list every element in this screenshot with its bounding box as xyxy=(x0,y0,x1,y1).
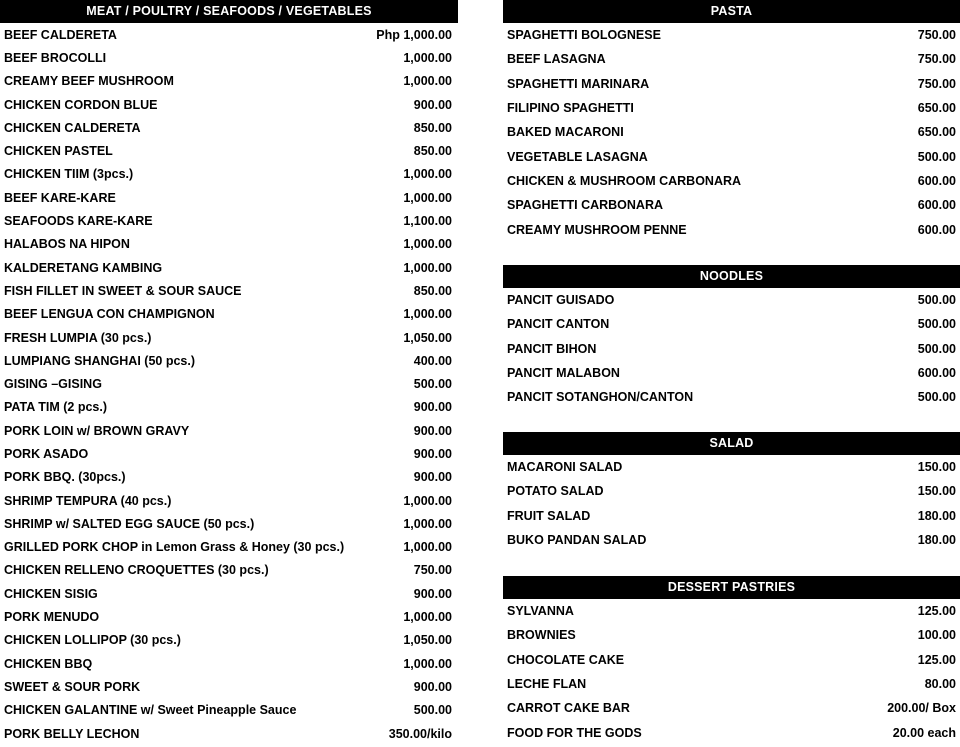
item-price: 500.00 xyxy=(917,293,956,308)
item-name: PATA TIM (2 pcs.) xyxy=(4,400,108,415)
item-name: BUKO PANDAN SALAD xyxy=(507,533,647,548)
item-name: PANCIT BIHON xyxy=(507,341,597,356)
menu-item xyxy=(503,193,960,217)
item-name: CHICKEN GALANTINE w/ Sweet Pineapple Sauce xyxy=(4,703,297,718)
salad-section xyxy=(503,432,960,552)
menu-item xyxy=(0,209,458,232)
item-name: KALDERETANG KAMBING xyxy=(4,260,163,275)
menu-item xyxy=(0,23,458,46)
item-price: 180.00 xyxy=(917,533,956,548)
item-price: 900.00 xyxy=(413,97,452,112)
menu-item xyxy=(0,536,458,559)
item-name: FRESH LUMPIA (30 pcs.) xyxy=(4,330,152,345)
item-name: BEEF KARE-KARE xyxy=(4,190,116,205)
menu-item xyxy=(0,303,458,326)
menu-item xyxy=(503,217,960,241)
noodles-item-list xyxy=(503,288,960,409)
menu-item xyxy=(503,672,960,696)
menu-item xyxy=(0,326,458,349)
item-price: 125.00 xyxy=(917,652,956,667)
item-name: CREAMY MUSHROOM PENNE xyxy=(507,222,687,237)
meat-section xyxy=(0,0,458,745)
menu-item xyxy=(503,455,960,479)
item-name: CHICKEN & MUSHROOM CARBONARA xyxy=(507,173,742,188)
menu-item xyxy=(0,256,458,279)
item-price: 150.00 xyxy=(917,460,956,475)
item-price: 1,000.00 xyxy=(403,260,452,275)
menu-item xyxy=(503,504,960,528)
noodles-section xyxy=(503,265,960,409)
item-name: LUMPIANG SHANGHAI (50 pcs.) xyxy=(4,353,195,368)
item-name: SPAGHETTI MARINARA xyxy=(507,76,650,91)
item-name: FOOD FOR THE GODS xyxy=(507,725,642,740)
item-name: SYLVANNA xyxy=(507,604,574,619)
item-price: 850.00 xyxy=(413,283,452,298)
item-price: 80.00 xyxy=(924,677,956,692)
item-name: CHICKEN CALDERETA xyxy=(4,120,141,135)
item-name: VEGETABLE LASAGNA xyxy=(507,149,648,164)
item-price: 1,000.00 xyxy=(403,167,452,182)
menu-item xyxy=(0,442,458,465)
menu-item xyxy=(503,96,960,120)
item-price: 1,100.00 xyxy=(403,214,452,229)
menu-item xyxy=(503,23,960,47)
item-price: 1,050.00 xyxy=(403,633,452,648)
item-name: CHICKEN CORDON BLUE xyxy=(4,97,158,112)
item-price: 1,000.00 xyxy=(403,656,452,671)
item-name: SHRIMP TEMPURA (40 pcs.) xyxy=(4,493,172,508)
section-header-desserts: DESSERT PASTRIES xyxy=(503,576,960,599)
item-name: CARROT CAKE BAR xyxy=(507,701,630,716)
menu-item xyxy=(0,46,458,69)
item-name: PANCIT CANTON xyxy=(507,317,610,332)
item-price: 750.00 xyxy=(413,563,452,578)
item-price: 500.00 xyxy=(413,377,452,392)
menu-item xyxy=(0,512,458,535)
item-price: 750.00 xyxy=(917,28,956,43)
menu-item xyxy=(503,312,960,336)
menu-item xyxy=(0,396,458,419)
item-price: 900.00 xyxy=(413,586,452,601)
section-header-salad: SALAD xyxy=(503,432,960,455)
menu-item xyxy=(503,599,960,623)
item-price: 600.00 xyxy=(917,366,956,381)
menu-item xyxy=(503,72,960,96)
item-name: GISING –GISING xyxy=(4,377,102,392)
section-header-meat: MEAT / POULTRY / SEAFOODS / VEGETABLES xyxy=(0,0,458,23)
item-price: 1,000.00 xyxy=(403,190,452,205)
item-price: 400.00 xyxy=(413,353,452,368)
menu-item xyxy=(503,696,960,720)
item-name: SPAGHETTI BOLOGNESE xyxy=(507,28,661,43)
desserts-item-list xyxy=(503,599,960,745)
menu-item xyxy=(503,720,960,744)
menu-item xyxy=(0,605,458,628)
item-name: CHICKEN SISIG xyxy=(4,586,98,601)
menu-item xyxy=(0,186,458,209)
menu-item xyxy=(503,648,960,672)
item-price: 200.00/ Box xyxy=(887,701,956,716)
item-price: 600.00 xyxy=(917,173,956,188)
item-price: 500.00 xyxy=(413,703,452,718)
menu-item xyxy=(503,120,960,144)
item-price: 20.00 each xyxy=(892,725,956,740)
menu-item xyxy=(0,349,458,372)
item-price: Php 1,000.00 xyxy=(376,27,452,42)
item-name: CHICKEN PASTEL xyxy=(4,144,113,159)
item-price: 1,000.00 xyxy=(403,74,452,89)
menu-item xyxy=(0,722,458,745)
item-name: BAKED MACARONI xyxy=(507,125,624,140)
item-price: 1,000.00 xyxy=(403,307,452,322)
menu-item xyxy=(0,466,458,489)
menu-item xyxy=(503,623,960,647)
item-name: CHICKEN TIIM (3pcs.) xyxy=(4,167,134,182)
menu-item xyxy=(0,675,458,698)
menu-item xyxy=(503,47,960,71)
item-price: 150.00 xyxy=(917,484,956,499)
item-price: 500.00 xyxy=(917,149,956,164)
pasta-item-list xyxy=(503,23,960,242)
item-name: BEEF CALDERETA xyxy=(4,27,117,42)
item-price: 900.00 xyxy=(413,423,452,438)
item-name: BEEF LASAGNA xyxy=(507,52,606,67)
menu-item xyxy=(503,528,960,552)
item-name: PORK BBQ. (30pcs.) xyxy=(4,470,126,485)
item-price: 500.00 xyxy=(917,317,956,332)
item-name: PANCIT SOTANGHON/CANTON xyxy=(507,390,694,405)
item-name: BEEF LENGUA CON CHAMPIGNON xyxy=(4,307,215,322)
item-name: SPAGHETTI CARBONARA xyxy=(507,198,664,213)
item-price: 1,000.00 xyxy=(403,50,452,65)
menu-item xyxy=(0,70,458,93)
item-price: 1,000.00 xyxy=(403,610,452,625)
menu-item xyxy=(0,163,458,186)
menu-item xyxy=(503,288,960,312)
item-name: LECHE FLAN xyxy=(507,677,587,692)
item-price: 100.00 xyxy=(917,628,956,643)
item-price: 900.00 xyxy=(413,470,452,485)
menu-item xyxy=(0,372,458,395)
item-price: 180.00 xyxy=(917,508,956,523)
item-price: 750.00 xyxy=(917,76,956,91)
item-name: HALABOS NA HIPON xyxy=(4,237,130,252)
item-price: 1,000.00 xyxy=(403,516,452,531)
item-price: 900.00 xyxy=(413,679,452,694)
item-name: CREAMY BEEF MUSHROOM xyxy=(4,74,174,89)
menu-item xyxy=(0,559,458,582)
item-name: BEEF BROCOLLI xyxy=(4,50,107,65)
item-price: 350.00/kilo xyxy=(388,726,452,741)
item-price: 750.00 xyxy=(917,52,956,67)
item-name: CHICKEN BBQ xyxy=(4,656,93,671)
menu-item xyxy=(0,116,458,139)
meat-item-list xyxy=(0,23,458,745)
menu-item xyxy=(0,279,458,302)
item-name: MACARONI SALAD xyxy=(507,460,623,475)
item-name: POTATO SALAD xyxy=(507,484,604,499)
item-name: SEAFOODS KARE-KARE xyxy=(4,214,153,229)
menu-item xyxy=(503,479,960,503)
menu-item xyxy=(0,489,458,512)
item-name: GRILLED PORK CHOP in Lemon Grass & Honey (30 pcs.) xyxy=(4,540,345,555)
item-name: SWEET & SOUR PORK xyxy=(4,679,141,694)
menu-item xyxy=(0,139,458,162)
desserts-section xyxy=(503,576,960,745)
item-name: PANCIT GUISADO xyxy=(507,293,615,308)
item-price: 500.00 xyxy=(917,341,956,356)
section-header-pasta: PASTA xyxy=(503,0,960,23)
item-price: 850.00 xyxy=(413,144,452,159)
item-price: 1,050.00 xyxy=(403,330,452,345)
menu-item xyxy=(0,93,458,116)
menu-item xyxy=(503,385,960,409)
menu-item xyxy=(0,233,458,256)
item-price: 600.00 xyxy=(917,198,956,213)
item-name: CHICKEN LOLLIPOP (30 pcs.) xyxy=(4,633,181,648)
menu-item xyxy=(0,652,458,675)
salad-item-list xyxy=(503,455,960,552)
item-price: 500.00 xyxy=(917,390,956,405)
menu-item xyxy=(0,419,458,442)
menu-item xyxy=(0,629,458,652)
item-name: BROWNIES xyxy=(507,628,576,643)
section-header-noodles: NOODLES xyxy=(503,265,960,288)
item-price: 900.00 xyxy=(413,400,452,415)
item-price: 125.00 xyxy=(917,604,956,619)
menu-item xyxy=(503,337,960,361)
menu-item xyxy=(0,582,458,605)
item-price: 600.00 xyxy=(917,222,956,237)
pasta-section xyxy=(503,0,960,242)
item-price: 650.00 xyxy=(917,125,956,140)
item-name: CHOCOLATE CAKE xyxy=(507,652,625,667)
item-price: 1,000.00 xyxy=(403,540,452,555)
menu-item xyxy=(0,699,458,722)
item-name: FRUIT SALAD xyxy=(507,508,591,523)
item-name: CHICKEN RELLENO CROQUETTES (30 pcs.) xyxy=(4,563,269,578)
item-name: PORK ASADO xyxy=(4,446,89,461)
item-price: 650.00 xyxy=(917,101,956,116)
item-price: 850.00 xyxy=(413,120,452,135)
item-price: 1,000.00 xyxy=(403,493,452,508)
item-name: SHRIMP w/ SALTED EGG SAUCE (50 pcs.) xyxy=(4,516,255,531)
item-name: PORK MENUDO xyxy=(4,610,100,625)
item-name: FILIPINO SPAGHETTI xyxy=(507,101,634,116)
item-name: PORK BELLY LECHON xyxy=(4,726,140,741)
menu-item xyxy=(503,169,960,193)
item-price: 900.00 xyxy=(413,446,452,461)
menu-item xyxy=(503,361,960,385)
item-name: FISH FILLET IN SWEET & SOUR SAUCE xyxy=(4,283,242,298)
item-price: 1,000.00 xyxy=(403,237,452,252)
item-name: PORK LOIN w/ BROWN GRAVY xyxy=(4,423,190,438)
item-name: PANCIT MALABON xyxy=(507,366,620,381)
menu-item xyxy=(503,144,960,168)
